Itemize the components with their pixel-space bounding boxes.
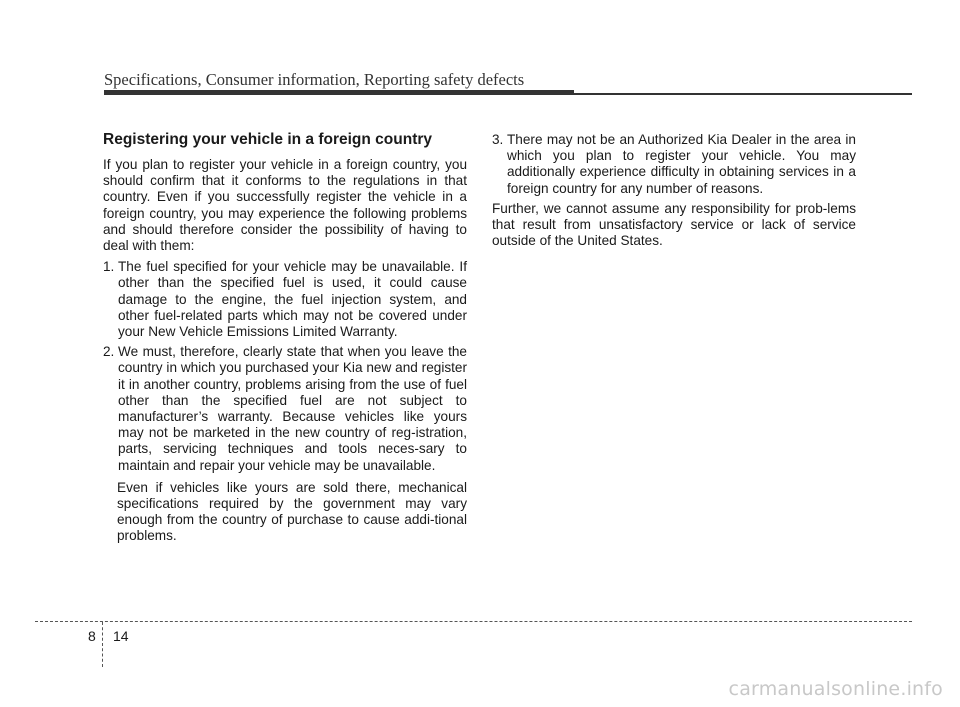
closing-paragraph: Further, we cannot assume any responsibility for prob-lems that result from unsatisfactory service or lack of service outside of the United States.: [492, 200, 856, 249]
list-item-continuation: Even if vehicles like yours are sold there, mechanical specifications required by the government may vary enough from the country of purchase to cause addi-tional problems.: [117, 479, 467, 544]
list-item: [103, 344, 467, 474]
header-thick-rule: [104, 90, 574, 95]
page-header-title: Specifications, Consumer information, Reporting safety defects: [104, 70, 525, 89]
list-item: [103, 259, 467, 340]
list-item-text: There may not be an Authorized Kia Dealer in the area in which you plan to register your vehicle. You may additionally experience difficulty in obtaining services in a foreign country for any number of reasons.: [507, 132, 856, 196]
list-item: [492, 132, 856, 197]
right-column: [492, 132, 856, 254]
list-item-text: The fuel specified for your vehicle may be unavailable. If other than the specified fuel is used, it could cause damage to the engine, the fuel injection system, and other fuel-related parts which may not be covered under your New Vehicle Emissions Limited Warranty.: [118, 259, 467, 340]
left-column: [103, 130, 467, 545]
footer-dashed-rule: [35, 621, 912, 622]
chapter-number: 8: [88, 628, 96, 644]
page-number: 14: [113, 628, 129, 644]
intro-paragraph: If you plan to register your vehicle in a foreign country, you should confirm that it conforms to the regulations in that country. Even if you successfully register the vehicle in a foreign country, you may experience the following problems and should therefore consider the possibility of having to deal with them:: [103, 157, 467, 254]
section-heading: Registering your vehicle in a foreign country: [103, 131, 433, 148]
list-item-text: We must, therefore, clearly state that when you leave the country in which you purchased your Kia new and register it in another country, problems arising from the use of fuel other than the specified fuel are not subject to manufacturer’s warranty. Because vehicles like yours may not be marketed in the new country of reg-istration, parts, servicing techniques and tools neces-sary to maintain and repair your vehicle may be unavailable.: [118, 344, 467, 473]
watermark-text: carmanualsonline.info: [728, 678, 943, 700]
list-item-number: 2.: [103, 344, 115, 360]
list-item-number: 1.: [103, 259, 115, 275]
footer-dashed-divider: [102, 622, 103, 667]
list-item-number: 3.: [492, 132, 504, 147]
header-thin-rule: [574, 93, 912, 95]
